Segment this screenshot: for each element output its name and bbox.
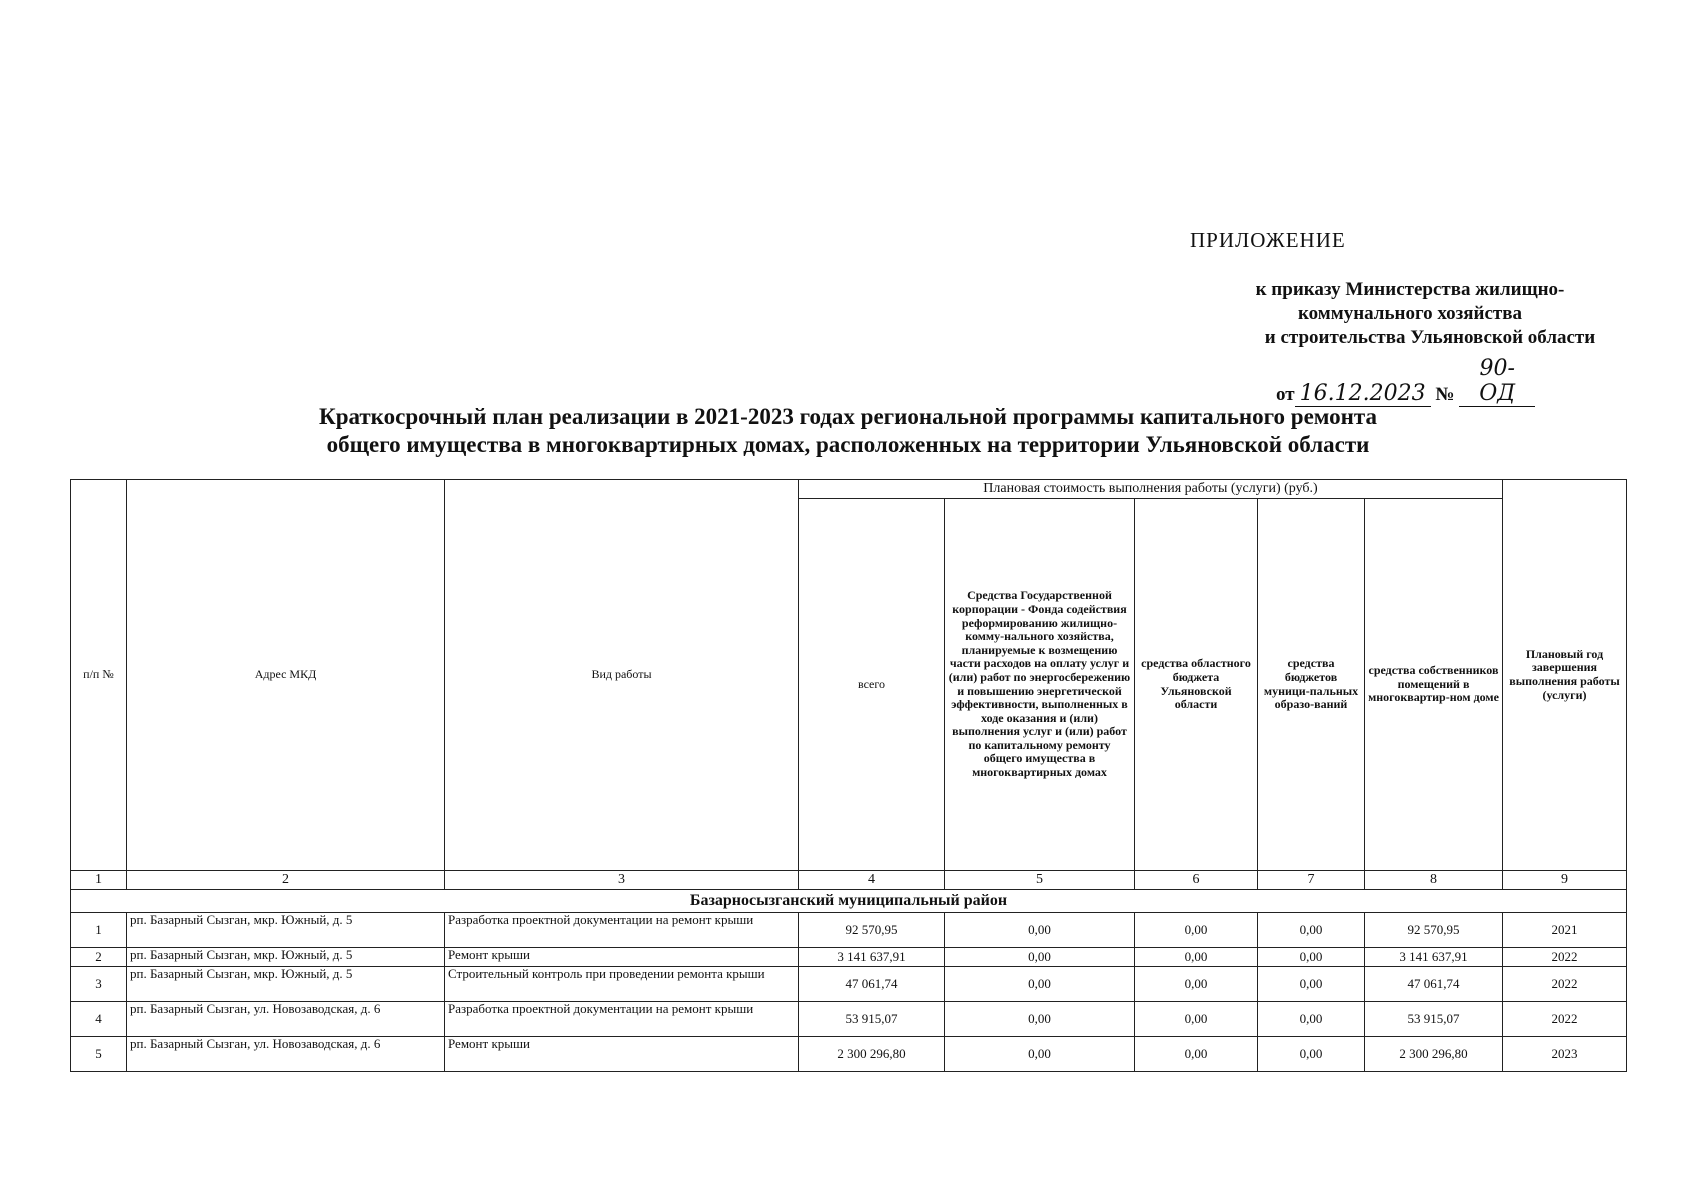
- table-row: [71, 948, 1627, 967]
- header-owners: средства собственников помещений в многоквартир-ном доме: [1365, 499, 1503, 871]
- from-label: от: [1276, 384, 1295, 405]
- cell-num: 5: [71, 1037, 127, 1072]
- order-ref-line3: и строительства Ульяновской области: [1264, 327, 1596, 348]
- header-row-top: [71, 480, 1627, 499]
- col-number: 8: [1365, 871, 1503, 890]
- cell-year: 2023: [1503, 1037, 1627, 1072]
- header-address: Адрес МКД: [127, 480, 445, 871]
- cell-owners: 2 300 296,80: [1365, 1037, 1503, 1072]
- col-number: 4: [799, 871, 945, 890]
- cell-regional: 0,00: [1135, 948, 1258, 967]
- header-year: Плановый год завершения выполнения работы (услуги): [1503, 480, 1627, 871]
- table-row: [71, 1002, 1627, 1037]
- cell-regional: 0,00: [1135, 1002, 1258, 1037]
- col-number: 6: [1135, 871, 1258, 890]
- header-fund: Средства Государственной корпорации - Фонда содействия реформированию жилищно-комму-нального хозяйства, планируемые к возмещению части расходов на оплату услуг и (или) работ по энергосбережению и повышению энергетической эффективности, выполненных в ходе оказания и (или) выполнения услуг и (или) работ по капитальному ремонту общего имущества в многоквартирных домах: [945, 499, 1135, 871]
- header-total: всего: [799, 499, 945, 871]
- column-number-row: [71, 871, 1627, 890]
- order-ref-line1: к приказу Министерства жилищно-: [1255, 279, 1565, 300]
- cell-address: рп. Базарный Сызган, ул. Новозаводская, д. 6: [127, 1037, 445, 1072]
- appendix-label: ПРИЛОЖЕНИЕ: [1190, 228, 1346, 252]
- table-row: [71, 1037, 1627, 1072]
- col-number: 3: [445, 871, 799, 890]
- cell-address: рп. Базарный Сызган, ул. Новозаводская, д. 6: [127, 1002, 445, 1037]
- cell-municipal: 0,00: [1258, 1002, 1365, 1037]
- table-row: [71, 913, 1627, 948]
- col-number: 5: [945, 871, 1135, 890]
- cell-total: 47 061,74: [799, 967, 945, 1002]
- col-number: 2: [127, 871, 445, 890]
- cell-work: Разработка проектной документации на ремонт крыши: [445, 913, 799, 948]
- cell-regional: 0,00: [1135, 913, 1258, 948]
- cell-regional: 0,00: [1135, 967, 1258, 1002]
- handwritten-number: 90-ОД: [1459, 356, 1535, 407]
- cell-address: рп. Базарный Сызган, мкр. Южный, д. 5: [127, 913, 445, 948]
- cell-address: рп. Базарный Сызган, мкр. Южный, д. 5: [127, 967, 445, 1002]
- cell-num: 4: [71, 1002, 127, 1037]
- cell-work: Ремонт крыши: [445, 1037, 799, 1072]
- header-municipal: средства бюджетов муници-пальных образо-ваний: [1258, 499, 1365, 871]
- cell-fund: 0,00: [945, 1002, 1135, 1037]
- cell-municipal: 0,00: [1258, 948, 1365, 967]
- header-planned-cost: Плановая стоимость выполнения работы (услуги) (руб.): [799, 480, 1503, 499]
- cell-year: 2022: [1503, 967, 1627, 1002]
- plan-table-wrapper: [70, 479, 1626, 1072]
- cell-owners: 47 061,74: [1365, 967, 1503, 1002]
- district-row: [71, 890, 1627, 913]
- cell-municipal: 0,00: [1258, 967, 1365, 1002]
- order-ref-line2: коммунального хозяйства: [1297, 303, 1523, 324]
- cell-work: Строительный контроль при проведении ремонта крыши: [445, 967, 799, 1002]
- title-line1: Краткосрочный план реализации в 2021-2023 годах региональной программы капитального ремонта: [319, 404, 1377, 429]
- number-label: №: [1435, 384, 1455, 405]
- cell-total: 3 141 637,91: [799, 948, 945, 967]
- cell-total: 92 570,95: [799, 913, 945, 948]
- cell-work: Ремонт крыши: [445, 948, 799, 967]
- order-reference: [1170, 278, 1650, 350]
- handwritten-date: 16.12.2023: [1295, 381, 1431, 407]
- cell-address: рп. Базарный Сызган, мкр. Южный, д. 5: [127, 948, 445, 967]
- col-number: 7: [1258, 871, 1365, 890]
- cell-regional: 0,00: [1135, 1037, 1258, 1072]
- cell-fund: 0,00: [945, 1037, 1135, 1072]
- header-regional: средства областного бюджета Ульяновской области: [1135, 499, 1258, 871]
- cell-work: Разработка проектной документации на ремонт крыши: [445, 1002, 799, 1037]
- cell-municipal: 0,00: [1258, 1037, 1365, 1072]
- cell-total: 2 300 296,80: [799, 1037, 945, 1072]
- cell-fund: 0,00: [945, 967, 1135, 1002]
- title-line2: общего имущества в многоквартирных домах, расположенных на территории Ульяновской области: [326, 432, 1370, 457]
- cell-total: 53 915,07: [799, 1002, 945, 1037]
- cell-municipal: 0,00: [1258, 913, 1365, 948]
- header-num: п/п №: [71, 480, 127, 871]
- cell-fund: 0,00: [945, 913, 1135, 948]
- header-work: Вид работы: [445, 480, 799, 871]
- cell-year: 2022: [1503, 948, 1627, 967]
- col-number: 1: [71, 871, 127, 890]
- cell-year: 2022: [1503, 1002, 1627, 1037]
- cell-owners: 3 141 637,91: [1365, 948, 1503, 967]
- plan-table: [70, 479, 1627, 1072]
- col-number: 9: [1503, 871, 1627, 890]
- cell-num: 3: [71, 967, 127, 1002]
- table-row: [71, 967, 1627, 1002]
- cell-fund: 0,00: [945, 948, 1135, 967]
- cell-year: 2021: [1503, 913, 1627, 948]
- cell-owners: 53 915,07: [1365, 1002, 1503, 1037]
- cell-num: 1: [71, 913, 127, 948]
- district-name: Базарносызганский муниципальный район: [71, 890, 1627, 913]
- document-title: [0, 403, 1696, 459]
- order-date-number: [1276, 356, 1535, 407]
- cell-owners: 92 570,95: [1365, 913, 1503, 948]
- cell-num: 2: [71, 948, 127, 967]
